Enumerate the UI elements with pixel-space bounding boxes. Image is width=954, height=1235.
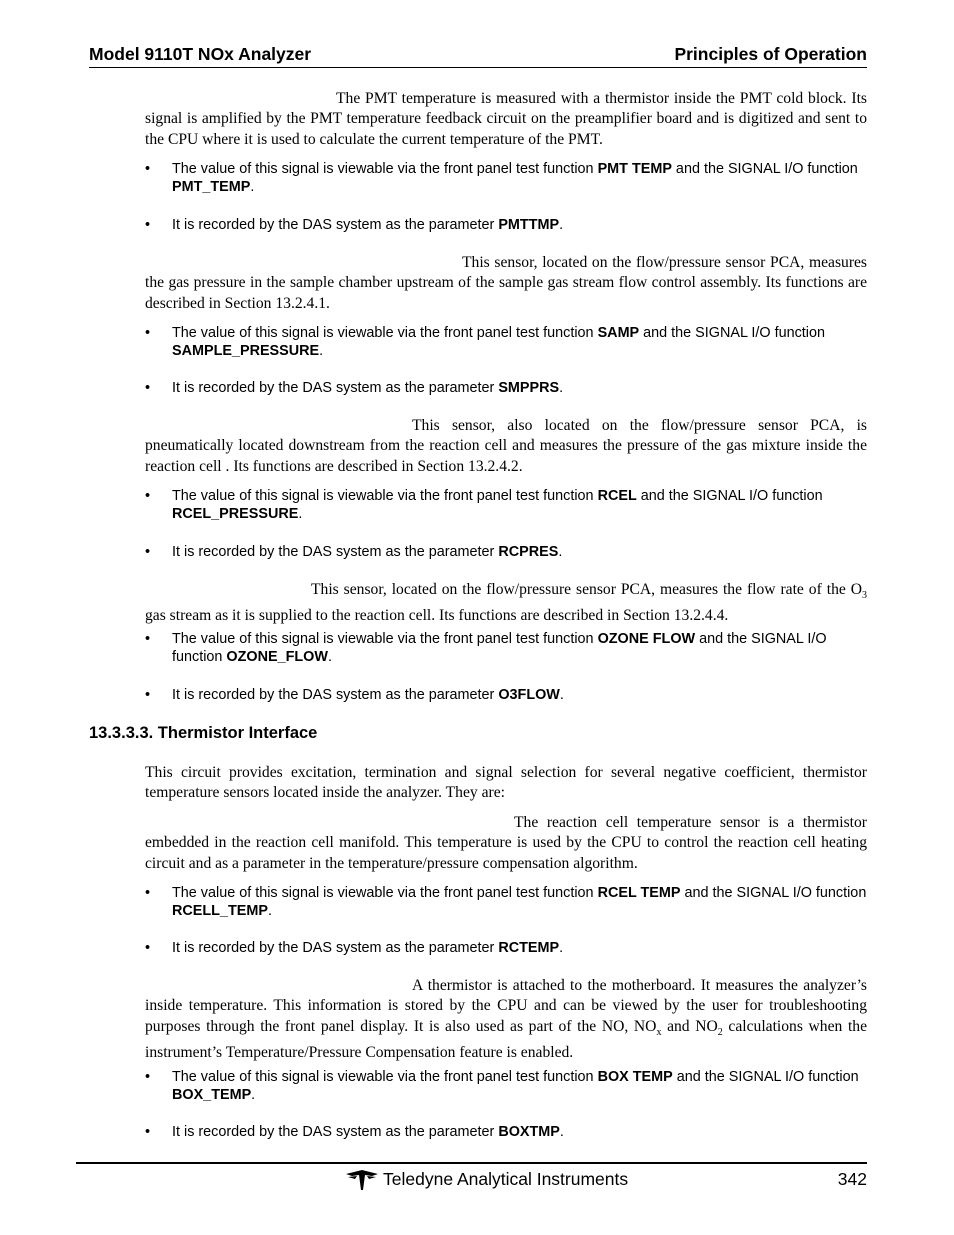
pmt-temp-paragraph: The PMT temperature is measured with a thermistor inside the PMT cold block. Its signal is amplified by the PMT temperature feedback circuit on the preamplifier board and is digitized and sent to the CPU where it is used to calculate the current temperature of the PMT.	[145, 90, 867, 148]
test-function-name: RCEL TEMP	[597, 885, 681, 901]
signal-io-function-name: SAMPLE_PRESSURE	[172, 343, 320, 359]
signal-io-function-name: RCELL_TEMP	[172, 903, 268, 919]
bullet-icon: •	[145, 1124, 151, 1140]
page-number: 342	[837, 1169, 867, 1189]
bullet-icon: •	[145, 488, 151, 504]
sample-pressure-paragraph: This sensor, located on the flow/pressure sensor PCA, measures the gas pressure in the sample chamber upstream of the sample gas stream flow control assembly. Its functions are described in Section 13.2.4.1.	[145, 254, 867, 312]
das-parameter-name: BOXTMP	[498, 1124, 560, 1140]
bullet-icon: •	[145, 380, 151, 396]
section-intro-paragraph: This circuit provides excitation, termination and signal selection for several negative coefficient, thermistor temperature sensors located inside the analyzer. They are:	[145, 764, 867, 802]
das-parameter-name: RCTEMP	[498, 940, 560, 956]
bullet-icon: •	[145, 687, 151, 703]
signal-io-function-name: PMT_TEMP	[172, 179, 251, 195]
bullet-icon: •	[145, 1069, 151, 1085]
signal-io-function-name: BOX_TEMP	[172, 1087, 252, 1103]
section-heading: 13.3.3.3. Thermistor Interface	[89, 724, 318, 742]
signal-io-function-name: OZONE_FLOW	[226, 649, 328, 665]
das-parameter-name: SMPPRS	[498, 380, 560, 396]
test-function-name: PMT TEMP	[597, 161, 672, 177]
bullet-icon: •	[145, 325, 151, 341]
test-function-name: OZONE FLOW	[597, 631, 696, 647]
teledyne-logo-icon	[345, 1170, 379, 1190]
bullet-icon: •	[145, 940, 151, 956]
test-function-name: SAMP	[597, 325, 640, 341]
bullet-icon: •	[145, 217, 151, 233]
bullet-icon: •	[145, 161, 151, 177]
box-temp-paragraph: A thermistor is attached to the motherboard. It measures the analyzer’s inside temperature. This information is stored by the CPU and can be viewed by the user for troubleshooting purposes through the front panel display. It is also used as part of the NO, $NO_x$ and $NO_2$ calculations when the instrument’s Temperature/Pressure Compensation feature is enabled.	[145, 977, 867, 1061]
header-divider	[89, 67, 867, 68]
das-parameter-name: O3FLOW	[498, 687, 560, 703]
rcell-temp-paragraph: The reaction cell temperature sensor is a thermistor embedded in the reaction cell manifold. This temperature is used by the CPU to control the reaction cell heating circuit and as a parameter in the temperature/pressure compensation algorithm.	[145, 814, 867, 872]
bullet-icon: •	[145, 885, 151, 901]
test-function-name: RCEL	[597, 488, 637, 504]
bullet-icon: •	[145, 631, 151, 647]
rcel-pressure-paragraph: This sensor, also located on the flow/pressure sensor PCA, is pneumatically located downstream from the reaction cell and measures the pressure of the gas mixture inside the reaction cell . Its functions are described in Section 13.2.4.2.	[145, 417, 867, 475]
footer-divider	[76, 1162, 867, 1164]
header-chapter-title: Principles of Operation	[674, 44, 867, 64]
das-parameter-name: RCPRES	[498, 544, 559, 560]
test-function-name: BOX TEMP	[597, 1069, 673, 1085]
das-parameter-name: PMTTMP	[498, 217, 560, 233]
header-model-title: Model 9110T NOx Analyzer	[89, 44, 312, 64]
ozone-flow-paragraph: This sensor, located on the flow/pressure sensor PCA, measures the flow rate of the $O_3$ gas stream as it is supplied to the reaction cell. Its functions are described in Section 13.2.4.4.	[145, 581, 867, 625]
footer-company-name: Teledyne Analytical Instruments	[383, 1169, 629, 1189]
signal-io-function-name: RCEL_PRESSURE	[172, 506, 299, 522]
bullet-icon: •	[145, 544, 151, 560]
